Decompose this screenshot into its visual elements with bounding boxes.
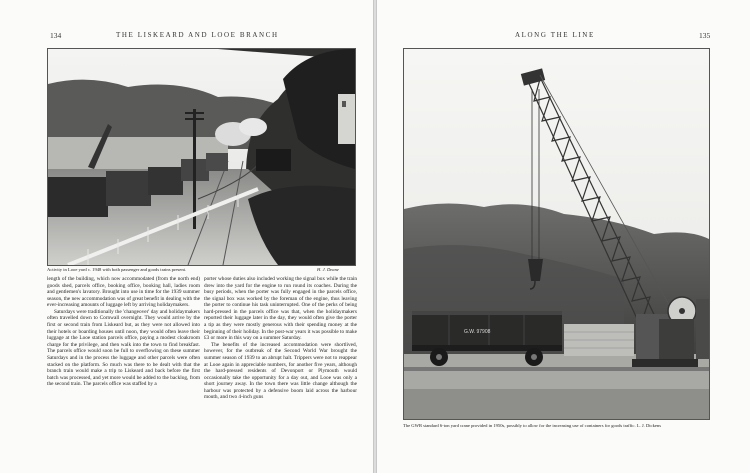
paragraph: The benefits of the increased accommodation were shortlived, however, for the outbreak of the Second World War brought the summer season of 1939 to an abrupt halt. Trippers were not to reappear at Looe again in appreciable numbers, for another five years, although the hard-pressed residents of Devonport or Plymouth would occasionally take the opportunity for a day out, and Looe was only a short journey away. In the town there was little change although the harbour was protected by a defensive boom laid across the harbour mouth, and two 4-inch guns [204, 341, 357, 401]
right-page [377, 0, 750, 473]
left-column-2 [204, 276, 357, 431]
right-folio: 135 [699, 31, 711, 40]
left-folio: 134 [50, 31, 62, 40]
railway-yard-photo-icon [47, 48, 356, 266]
wagon-lettering: G.W. 97908 [464, 329, 491, 335]
left-page [0, 0, 373, 473]
steam-crane-photo-image [404, 49, 709, 419]
right-photo-caption: The GWR standard 6-ton yard crane provided in 1950s, possibly to allow for the increasing use of containers for goods traffic. L. J. Dickens [403, 423, 661, 428]
left-running-head: THE LISKEARD AND LOOE BRANCH [116, 31, 279, 39]
paragraph: Saturdays were traditionally the 'changeover' day and holidaymakers often travelled down to Cornwall overnight. They would arrive by the first or second train from Liskeard but, as they were not allowed into their hotels or boarding houses until noon, they would often leave their luggage at the Looe station parcels office, paying a modest cloakroom charge for the privilege, and then walk into the town to find breakfast. The parcels office would soon be full to overflowing on these summer Saturdays and in the process the luggage and other parcels were often stacked on the platform. So much was there to be dealt with that the branch train would make a trip to Liskeard and back before the first batch was processed, and yet more would be added to the backlog, from the second train. The parcels office was staffed by a [47, 308, 200, 388]
paragraph: porter whose duties also included working the signal box while the train drew into the yard for the engine to run round its coaches. During the busy periods, when the porter was fully engaged in the parcels office, the signal box was worked by the foreman of the engine, thus leaving the porter to continue his task uninterrupted. One of the perks of being hard-pressed in the parcels office was that, when the holidaymakers reported their luggage later in the day, they would often give the porter a tip as they were mostly generous with their spending money at the beginning of their holiday. In the post-war years it was possible to make £3 or more in this way on a summer Saturday. [204, 276, 357, 342]
steam-crane-photo-icon [403, 48, 710, 420]
left-photo-credit: H. J. Deane [317, 267, 339, 272]
left-photo-caption: Activity in Looe yard c. 1948 with both passenger and goods trains present. [47, 267, 187, 272]
paragraph: length of the building, which now accommodated (from the north end) goods shed, parcels office, booking office, booking hall, ladies room and gentlemen's lavatory. Brought into use in time for the 1939 summer season, the new accommodation was of great benefit in dealing with the ever-increasing amounts of luggage left by arriving holidaymakers. [47, 276, 200, 309]
railway-yard-photo-image [48, 49, 355, 265]
right-running-head: ALONG THE LINE [515, 31, 595, 39]
left-column-1 [47, 276, 200, 431]
